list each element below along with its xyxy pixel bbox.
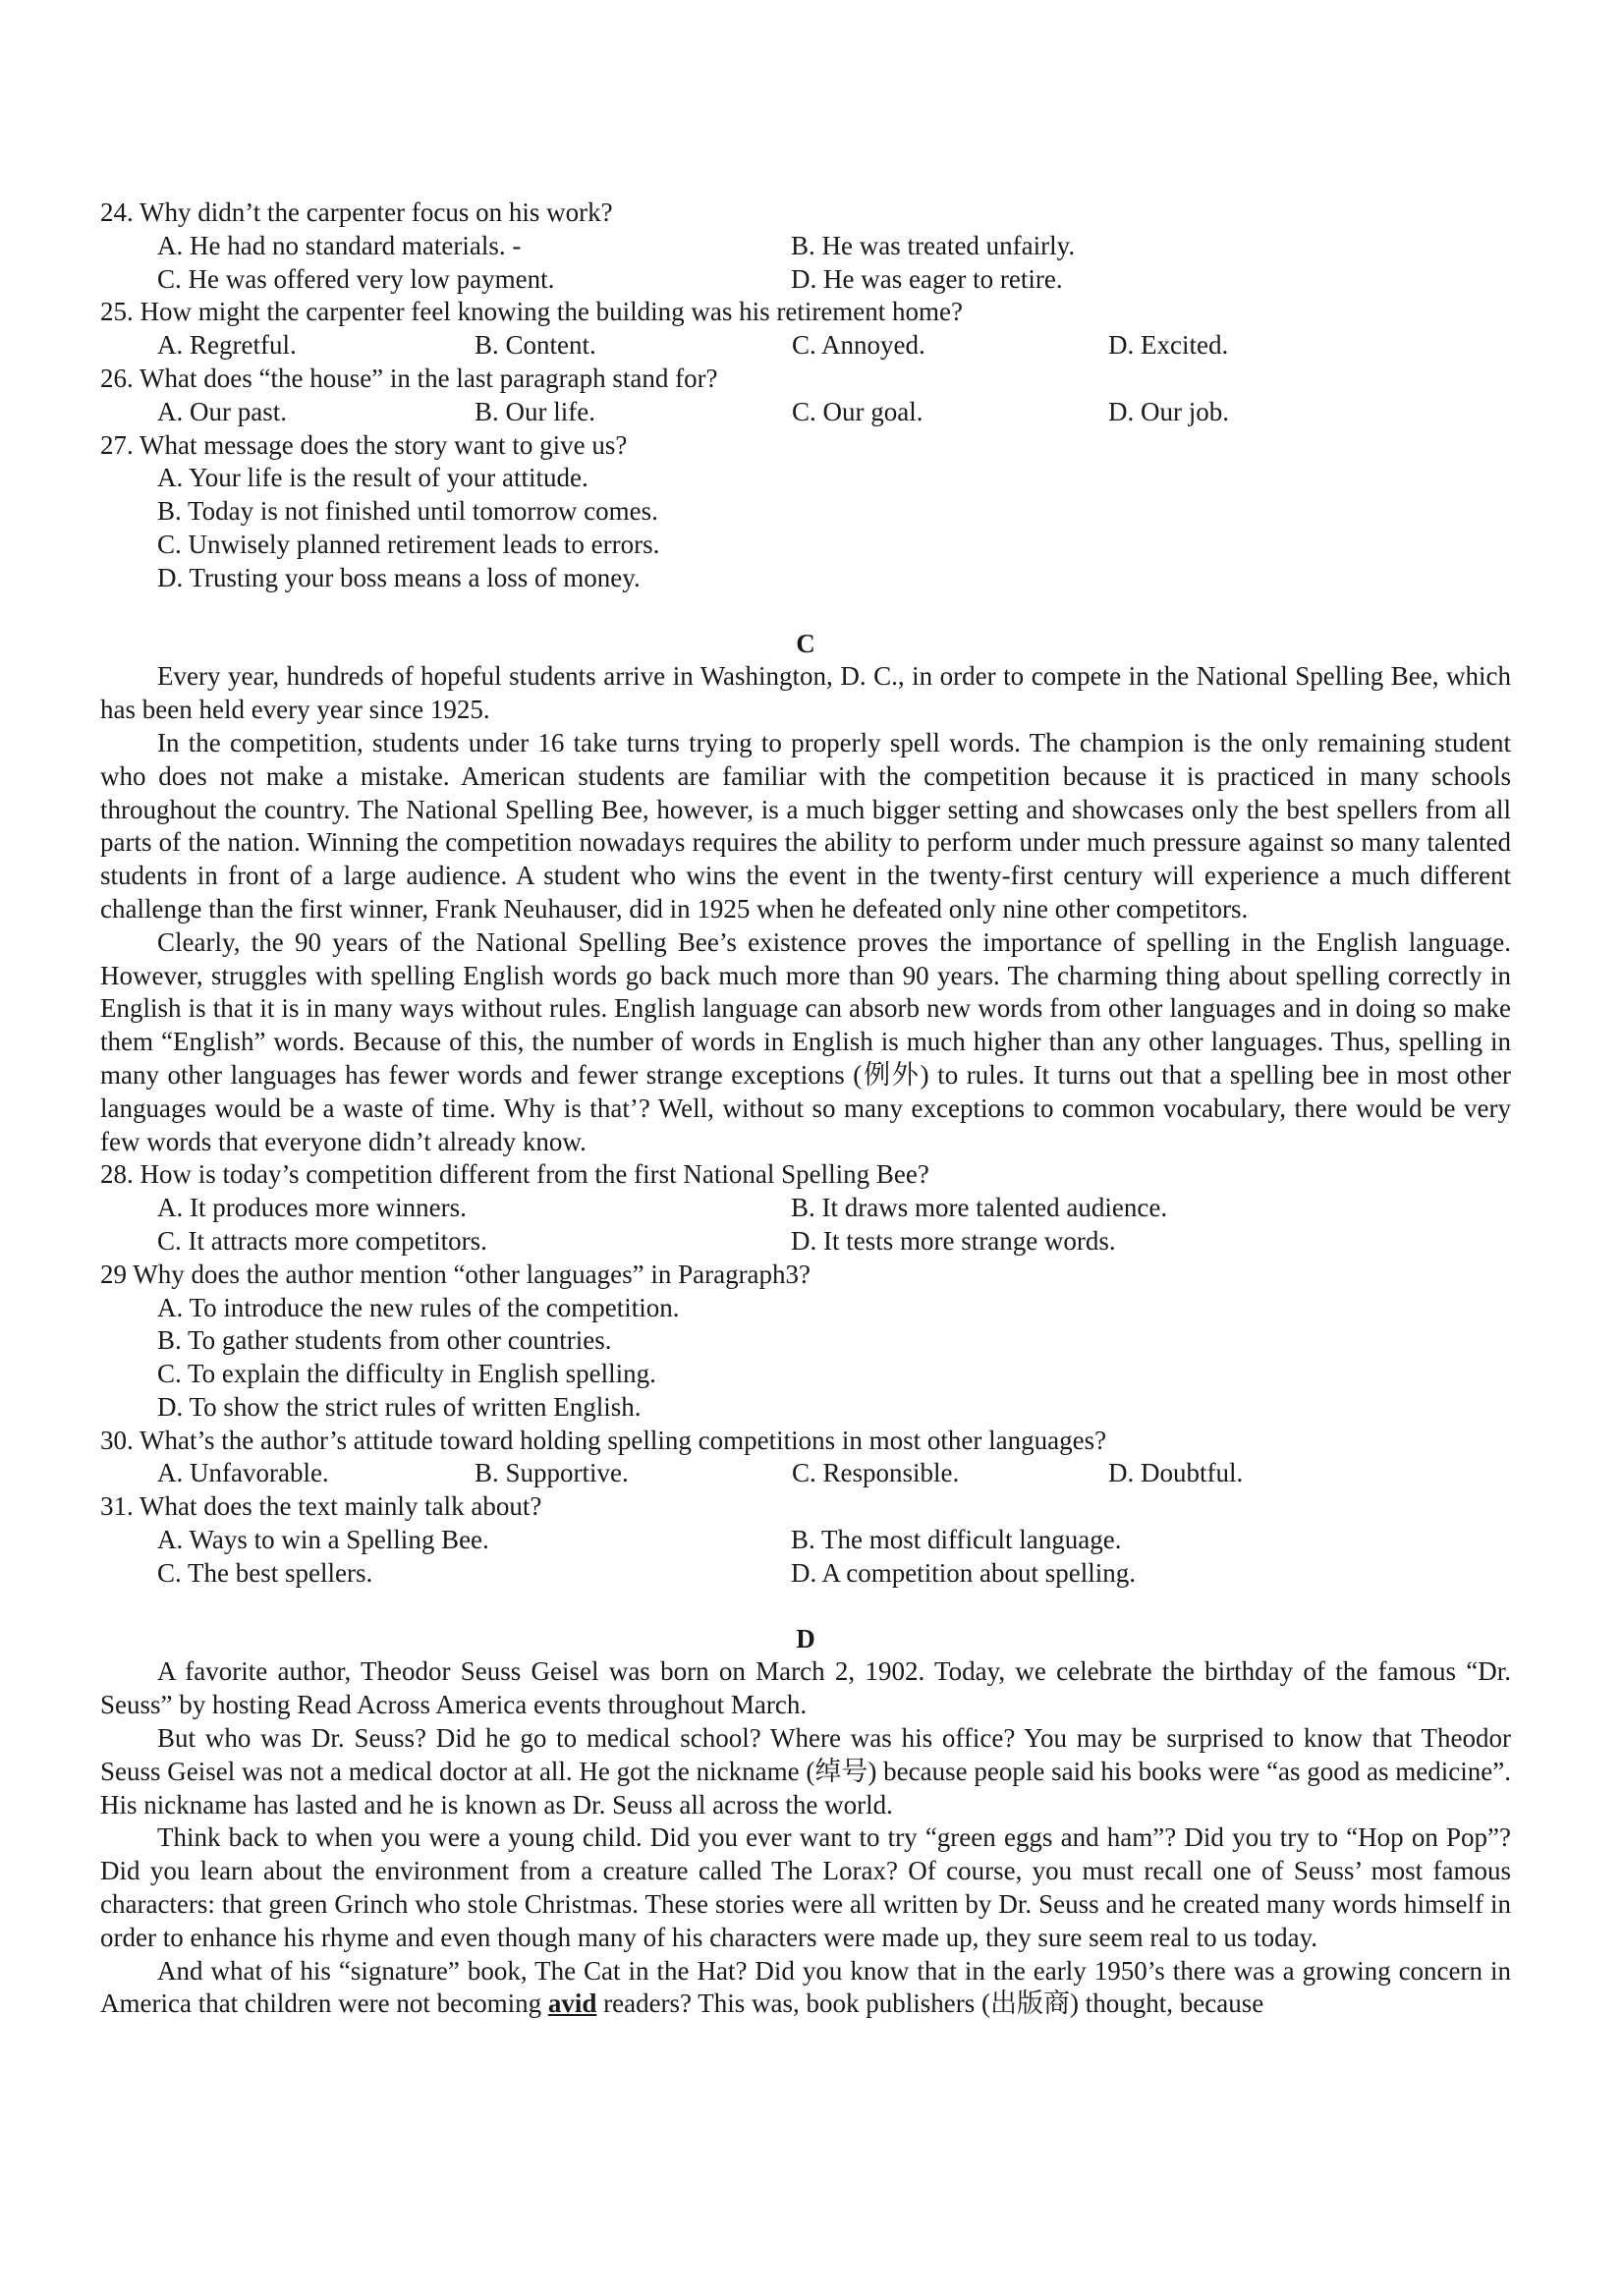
option-a: A. To introduce the new rules of the competition.: [157, 1292, 680, 1322]
passage-paragraph: In the competition, students under 16 take turns trying to properly spell words. The champion is the only remaining student who does not make a mistake. American students are familiar with the competition because it is practiced in many schools throughout the country. The National Spelling Bee, however, is a much bigger setting and showcases only the best spellers from all parts of the nation. Winning the competition nowadays requires the ability to perform under much pressure against so many talented students in front of a large audience. A student who wins the event in the twenty-first century will experience a much different challenge than the first winner, Frank Neuhauser, did in 1925 when he defeated only nine other competitors.: [100, 727, 1511, 924]
option-c: C. The best spellers.: [157, 1557, 373, 1588]
option-d: D. It tests more strange words.: [791, 1225, 1116, 1256]
option-b: B. Content.: [475, 330, 596, 361]
option-b: B. It draws more talented audience.: [791, 1193, 1168, 1223]
section-d-heading: D: [796, 1623, 815, 1653]
option-a: A. Our past.: [157, 396, 287, 426]
question-stem: 30. What’s the author’s attitude toward holding spelling competitions in most other languages?: [100, 1425, 1107, 1455]
option-c: C. It attracts more competitors.: [157, 1225, 487, 1256]
question-26: [100, 363, 1511, 429]
question-24: [100, 196, 1511, 296]
paragraph-text: readers? This was, book publishers (出版商) thought, because: [596, 1988, 1264, 2019]
question-stem: 31. What does the text mainly talk about?: [100, 1491, 542, 1522]
option-c: C. Unwisely planned retirement leads to errors.: [157, 529, 660, 559]
underlined-keyword: avid: [547, 1988, 597, 2019]
question-28: [100, 1158, 1511, 1258]
option-a: A. Your life is the result of your attitude.: [157, 463, 588, 493]
passage-c: [100, 660, 1511, 1158]
option-b: B. The most difficult language.: [791, 1525, 1122, 1555]
option-c: C. Responsible.: [792, 1458, 960, 1488]
option-b: B. He was treated unfairly.: [791, 230, 1076, 260]
option-b: B. Our life.: [475, 396, 595, 426]
option-d: D. Our job.: [1108, 396, 1229, 426]
option-b: B. To gather students from other countries.: [157, 1325, 612, 1356]
question-27: [100, 429, 1511, 595]
option-d: D. He was eager to retire.: [791, 263, 1063, 294]
passage-paragraph: Every year, hundreds of hopeful students arrive in Washington, D. C., in order to compete in the National Spelling Bee, which has been held every year since 1925.: [100, 661, 1511, 725]
question-stem: 29 Why does the author mention “other languages” in Paragraph3?: [100, 1259, 812, 1289]
exam-page: [100, 196, 1511, 2021]
option-d: D. Trusting your boss means a loss of money.: [157, 562, 641, 592]
option-d: D. Excited.: [1108, 330, 1229, 361]
option-d: D. To show the strict rules of written English.: [157, 1391, 642, 1422]
question-25: [100, 296, 1511, 363]
option-c: C. Our goal.: [792, 396, 923, 426]
question-stem: 27. What message does the story want to give us?: [100, 429, 628, 460]
question-31: [100, 1490, 1511, 1590]
passage-paragraph: Clearly, the 90 years of the National Spelling Bee’s existence proves the importance of spelling in the English language. However, struggles with spelling English words go back much more than 90 years. The charming thing about spelling correctly in English is that it is in many ways without rules. English language can absorb new words from other languages and in doing so make them “English” words. Because of this, the number of words in English is much higher than any other languages. Thus, spelling in many other languages has fewer words and fewer strange exceptions (例外) to rules. It turns out that a spelling bee in most other languages would be a waste of time. Why is that’? Well, without so many exceptions to common vocabulary, there would be very few words that everyone didn’t already know.: [100, 926, 1511, 1156]
passage-d: [100, 1655, 1511, 2021]
question-stem: 26. What does “the house” in the last paragraph stand for?: [100, 363, 718, 393]
option-d: D. Doubtful.: [1108, 1458, 1244, 1488]
passage-paragraph: [100, 1955, 1511, 2022]
question-stem: 25. How might the carpenter feel knowing the building was his retirement home?: [100, 297, 964, 327]
option-d: D. A competition about spelling.: [791, 1557, 1136, 1588]
question-29: [100, 1259, 1511, 1425]
option-a: A. Unfavorable.: [157, 1458, 329, 1488]
question-30: [100, 1425, 1511, 1491]
option-c: C. Annoyed.: [792, 330, 925, 361]
option-a: A. Ways to win a Spelling Bee.: [157, 1525, 489, 1555]
section-c-heading: C: [796, 628, 815, 658]
option-c: C. To explain the difficulty in English spelling.: [157, 1359, 656, 1389]
option-a: A. It produces more winners.: [157, 1193, 467, 1223]
option-a: A. He had no standard materials. -: [157, 230, 522, 260]
option-b: B. Today is not finished until tomorrow comes.: [157, 496, 658, 527]
passage-paragraph: A favorite author, Theodor Seuss Geisel was born on March 2, 1902. Today, we celebrate the birthday of the famous “Dr. Seuss” by hosting Read Across America events throughout March.: [100, 1656, 1511, 1720]
passage-paragraph: But who was Dr. Seuss? Did he go to medical school? Where was his office? You may be surprised to know that Theodor Seuss Geisel was not a medical doctor at all. He got the nickname (绰号) because people said his books were “as good as medicine”. His nickname has lasted and he is known as Dr. Seuss all across the world.: [100, 1723, 1511, 1820]
passage-paragraph: Think back to when you were a young child. Did you ever want to try “green eggs and ham”? Did you try to “Hop on Pop”? Did you learn about the environment from a creature called The Lorax? Of course, you must recall one of Seuss’ most famous characters: that green Grinch who stole Christmas. These stories were all written by Dr. Seuss and he created many words himself in order to enhance his rhyme and even though many of his characters were made up, they sure seem real to us today.: [100, 1822, 1511, 1952]
option-a: A. Regretful.: [157, 330, 297, 361]
option-c: C. He was offered very low payment.: [157, 263, 555, 294]
paragraph-text: And what of his “signature” book, The Cat in the Hat? Did you know that in the early 1950’s there was a growing concern in America that children were not becoming: [100, 1955, 1511, 2019]
question-stem: 24. Why didn’t the carpenter focus on his work?: [100, 197, 613, 227]
question-stem: 28. How is today’s competition different from the first National Spelling Bee?: [100, 1159, 929, 1190]
option-b: B. Supportive.: [475, 1458, 629, 1488]
